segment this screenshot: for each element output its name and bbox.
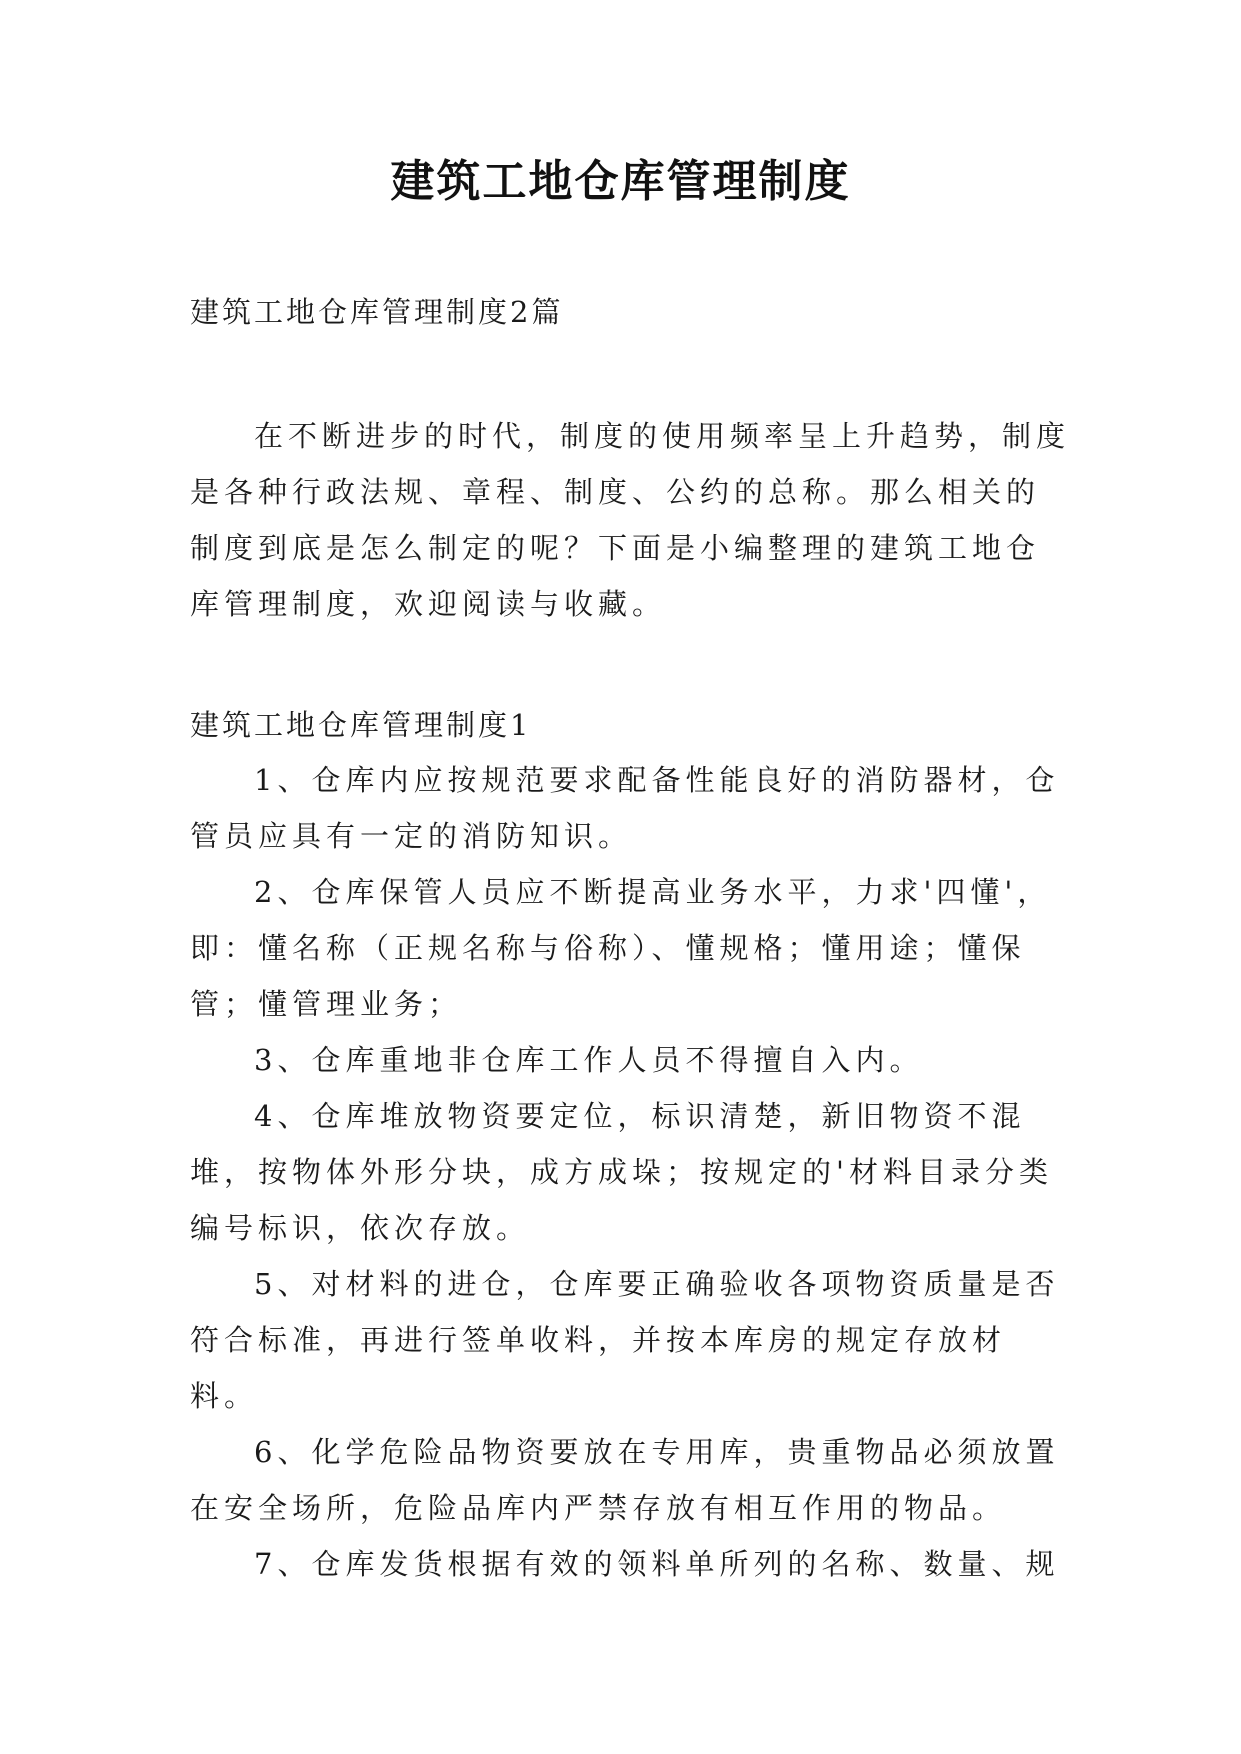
rule-item: 2、仓库保管人员应不断提高业务水平，力求'四懂'，即：懂名称（正规名称与俗称）、懂规格；懂用途；懂保管；懂管理业务； (190, 875, 1052, 1021)
rule-item: 6、化学危险品物资要放在专用库，贵重物品必须放置在安全场所，危险品库内严禁存放有相互作用的物品。 (190, 1435, 1060, 1525)
rule-item: 3、仓库重地非仓库工作人员不得擅自入内。 (254, 1043, 924, 1077)
rule-item: 1、仓库内应按规范要求配备性能良好的消防器材，仓管员应具有一定的消防知识。 (190, 763, 1060, 853)
section-heading: 建筑工地仓库管理制度1 (190, 708, 532, 742)
rule-item: 7、仓库发货根据有效的领料单所列的名称、数量、规 (254, 1547, 1060, 1581)
document-subtitle: 建筑工地仓库管理制度2篇 (190, 295, 564, 329)
rule-item: 4、仓库堆放物资要定位，标识清楚，新旧物资不混堆，按物体外形分块，成方成垛；按规定的'材料目录分类编号标识，依次存放。 (190, 1099, 1053, 1245)
rules-list (190, 752, 1070, 1592)
rule-item: 5、对材料的进仓，仓库要正确验收各项物资质量是否符合标准，再进行签单收料，并按本库房的规定存放材料。 (190, 1267, 1060, 1413)
document-title: 建筑工地仓库管理制度 (390, 156, 851, 207)
intro-paragraph: 在不断进步的时代，制度的使用频率呈上升趋势，制度是各种行政法规、章程、制度、公约的总称。那么相关的制度到底是怎么制定的呢？下面是小编整理的建筑工地仓库管理制度，欢迎阅读与收藏。 (190, 419, 1071, 621)
